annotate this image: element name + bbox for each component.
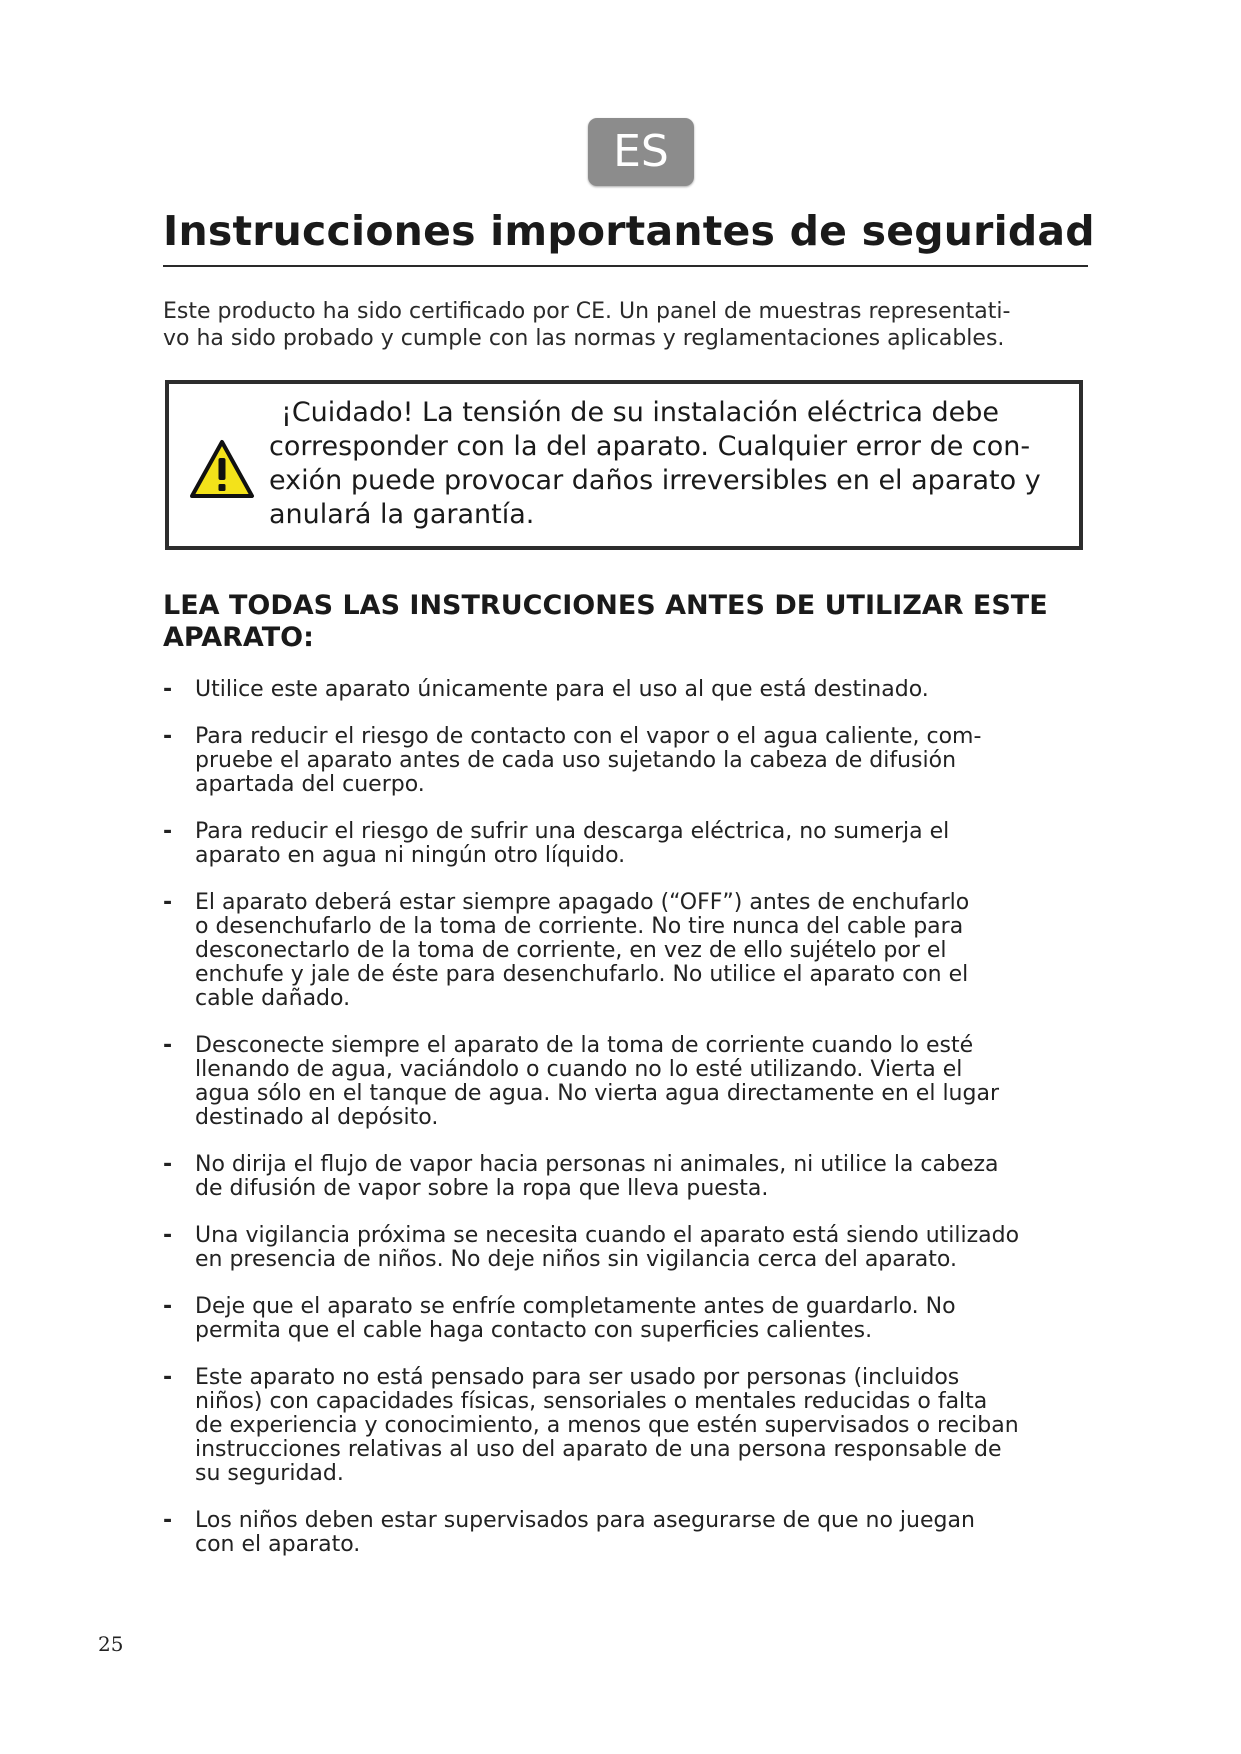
warning-line: exión puede provocar daños irreversibles en el aparato y (269, 465, 1041, 496)
safety-rules-list (163, 678, 1093, 1580)
safety-rule (163, 1224, 1093, 1272)
rule-bullet: - (163, 1508, 173, 1533)
page-title: Instrucciones importantes de seguridad (163, 207, 1095, 255)
warning-line: corresponder con la del aparato. Cualquier error de con- (269, 431, 1031, 462)
rule-line: con el aparato. (195, 1532, 361, 1557)
intro-paragraph (163, 298, 1093, 352)
rule-line: instrucciones relativas al uso del aparato de una persona responsable de (195, 1437, 1002, 1462)
rule-bullet: - (163, 1033, 173, 1058)
rule-line: Este aparato no está pensado para ser usado por personas (incluidos (195, 1365, 960, 1390)
rule-line: su seguridad. (195, 1461, 344, 1486)
rule-line: Los niños deben estar supervisados para asegurarse de que no juegan (195, 1508, 975, 1533)
warning-line: ¡Cuidado! La tensión de su instalación eléctrica debe (281, 397, 1000, 428)
rule-line: cable dañado. (195, 986, 351, 1011)
safety-rule (163, 891, 1093, 1011)
rule-line: destinado al depósito. (195, 1105, 439, 1130)
rule-line: o desenchufarlo de la toma de corriente. No tire nunca del cable para (195, 914, 964, 939)
rule-line: Utilice este aparato únicamente para el uso al que está destinado. (195, 677, 929, 702)
rule-line: de difusión de vapor sobre la ropa que lleva puesta. (195, 1176, 769, 1201)
rule-bullet: - (163, 1223, 173, 1248)
intro-line: Este producto ha sido certificado por CE. Un panel de muestras representati- (163, 299, 1011, 324)
warning-line: anulará la garantía. (269, 499, 535, 530)
rule-line: No dirija el flujo de vapor hacia personas ni animales, ni utilice la cabeza (195, 1152, 999, 1177)
intro-line: vo ha sido probado y cumple con las normas y reglamentaciones aplicables. (163, 326, 1005, 351)
rule-line: Desconecte siempre el aparato de la toma de corriente cuando lo esté (195, 1033, 974, 1058)
warning-text (269, 396, 1069, 532)
rule-line: en presencia de niños. No deje niños sin vigilancia cerca del aparato. (195, 1247, 957, 1272)
warning-triangle-icon (189, 439, 255, 499)
rule-line: enchufe y jale de éste para desenchufarlo. No utilice el aparato con el (195, 962, 969, 987)
rule-line: Para reducir el riesgo de contacto con el vapor o el agua caliente, com- (195, 724, 982, 749)
rule-bullet: - (163, 819, 173, 844)
safety-rule (163, 820, 1093, 868)
rule-line: niños) con capacidades físicas, sensoriales o mentales reducidas o falta (195, 1389, 988, 1414)
rule-line: Para reducir el riesgo de sufrir una descarga eléctrica, no sumerja el (195, 819, 950, 844)
language-badge: ES (588, 118, 694, 186)
safety-rule (163, 678, 1093, 702)
rule-line: llenando de agua, vaciándolo o cuando no lo esté utilizando. Vierta el (195, 1057, 963, 1082)
heading-line: APARATO: (163, 622, 314, 653)
title-divider (163, 265, 1088, 267)
warning-box (165, 380, 1083, 550)
rule-line: de experiencia y conocimiento, a menos que estén supervisados o reciban (195, 1413, 1019, 1438)
rule-line: apartada del cuerpo. (195, 772, 425, 797)
rule-bullet: - (163, 890, 173, 915)
rule-line: pruebe el aparato antes de cada uso sujetando la cabeza de difusión (195, 748, 957, 773)
rule-line: Deje que el aparato se enfríe completamente antes de guardarlo. No (195, 1294, 956, 1319)
heading-line: LEA TODAS LAS INSTRUCCIONES ANTES DE UTILIZAR ESTE (163, 590, 1048, 621)
rule-line: Una vigilancia próxima se necesita cuando el aparato está siendo utilizado (195, 1223, 1020, 1248)
rule-bullet: - (163, 1365, 173, 1390)
safety-rule (163, 725, 1093, 797)
section-heading (163, 590, 1093, 654)
rule-bullet: - (163, 1294, 173, 1319)
rule-bullet: - (163, 1152, 173, 1177)
rule-bullet: - (163, 724, 173, 749)
rule-line: desconectarlo de la toma de corriente, en vez de ello sujételo por el (195, 938, 947, 963)
rule-line: permita que el cable haga contacto con superficies calientes. (195, 1318, 873, 1343)
rule-line: El aparato deberá estar siempre apagado (“OFF”) antes de enchufarlo (195, 890, 970, 915)
safety-rule (163, 1153, 1093, 1201)
safety-rule (163, 1509, 1093, 1557)
rule-bullet: - (163, 677, 173, 702)
rule-line: aparato en agua ni ningún otro líquido. (195, 843, 626, 868)
page-number: 25 (98, 1632, 124, 1656)
safety-rule (163, 1295, 1093, 1343)
safety-rule (163, 1034, 1093, 1130)
rule-line: agua sólo en el tanque de agua. No vierta agua directamente en el lugar (195, 1081, 999, 1106)
safety-rule (163, 1366, 1093, 1486)
